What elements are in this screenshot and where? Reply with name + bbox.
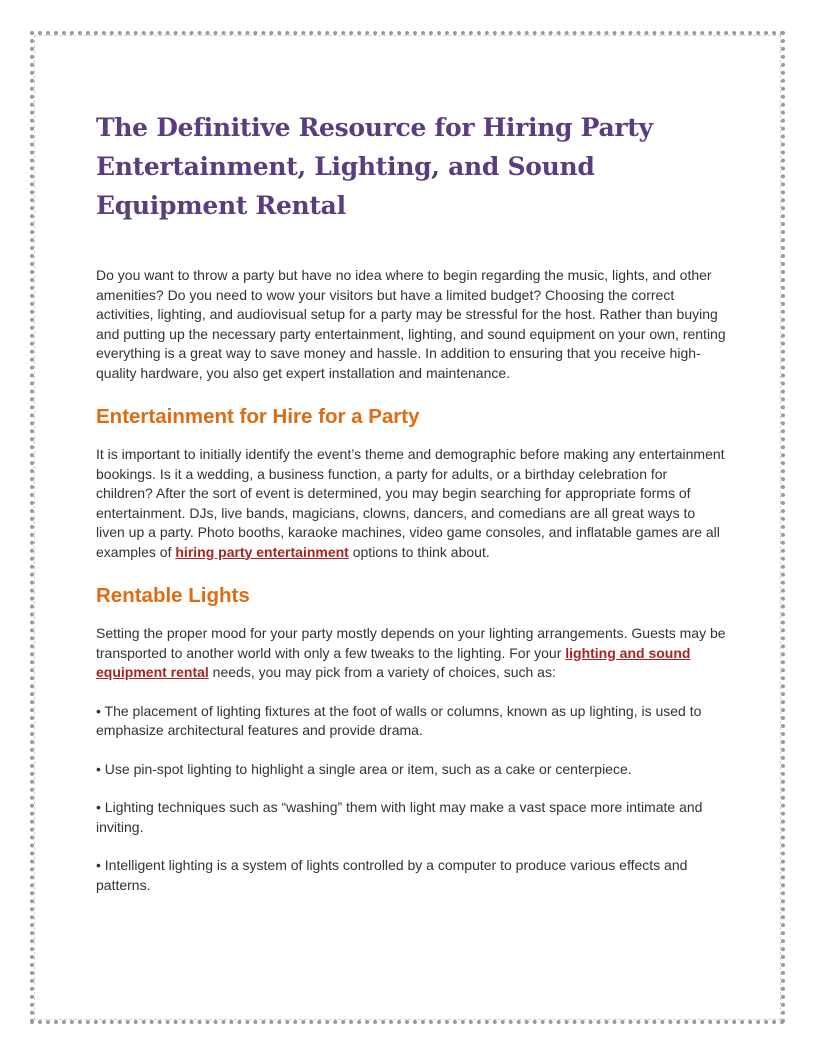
section-heading-entertainment: Entertainment for Hire for a Party [96,405,420,428]
lighting-sound-rental-link[interactable]: lighting and sound equipment rental [96,644,691,680]
intro-paragraph: Do you want to throw a party but have no idea where to begin regarding the music, lights, and other amenities? Do you need to wow your visitors but have a limited budget? Choosing the correct activities, lighting, and audiovisual setup for a party may be stressful for the host. Rather than buying and putting up the necessary party entertainment, lighting, and sound equipment on your own, renting everything is a great way to save money and hassle. In addition to ensuring that you receive high-quality hardware, you also get expert installation and maintenance. [96,267,726,381]
list-item: • The placement of lighting fixtures at the foot of walls or columns, known as up lighting, is used to emphasize architectural features and provide drama. [96,702,702,738]
list-item: • Intelligent lighting is a system of lights controlled by a computer to produce various effects and patterns. [96,857,688,893]
lights-paragraph [96,624,726,683]
entertainment-text-before: It is important to initially identify the event’s theme and demographic before making any entertainment bookings. Is it a wedding, a business function, a party for adults, or a birthday celebration for children? After the sort of event is determined, you may begin searching for appropriate forms of entertainment. DJs, live bands, magicians, clowns, dancers, and comedians are all great ways to liven up a party. Photo booths, karaoke machines, video game consoles, and inflatable games are all examples of [96,446,725,560]
page-title: The Definitive Resource for Hiring Party Entertainment, Lighting, and Sound Equipment Rental [96,113,653,220]
lights-text-before: Setting the proper mood for your party mostly depends on your lighting arrangements. Guests may be transported to another world with only a few tweaks to the lighting. For your [96,625,726,661]
entertainment-text-after: options to think about. [348,543,490,560]
spacer [96,683,726,702]
hiring-party-entertainment-link[interactable]: hiring party entertainment [175,543,349,560]
spacer [96,837,726,856]
spacer [96,779,726,798]
list-item: • Use pin-spot lighting to highlight a single area or item, such as a cake or centerpiece. [96,760,632,777]
section-heading-lights: Rentable Lights [96,584,250,607]
entertainment-paragraph [96,445,726,562]
lights-text-after: needs, you may pick from a variety of choices, such as: [208,664,556,680]
spacer [96,741,726,760]
document-body [96,108,726,895]
list-item: • Lighting techniques such as “washing” them with light may make a vast space more intimate and inviting. [96,799,703,835]
